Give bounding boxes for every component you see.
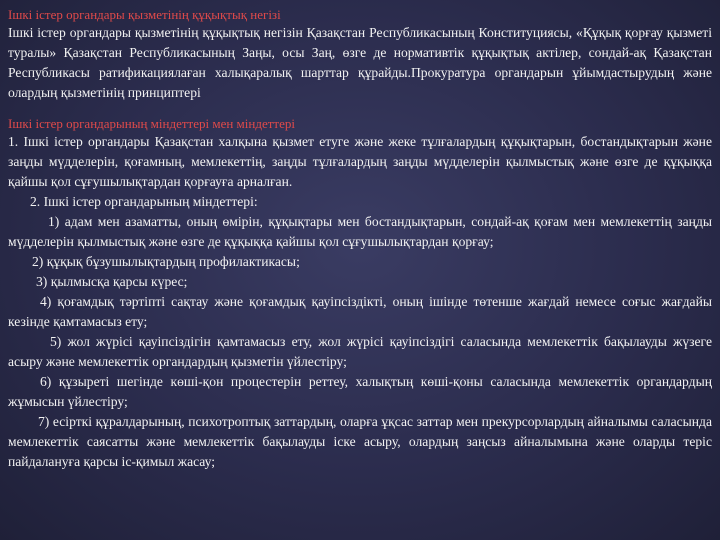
duties-paragraph-1: 1. Ішкі істер органдары Қазақстан халқына қызмет етуге және жеке тұлғалардың құқықтарын, бостандықтарын және заңды мүдделерін, қоғамның, мемлекеттің, заңды тұлғалардың заңды мүдделерін қылмыстық және өзге де құқыққа қайшы қол сұғушылықтардан қорғауға арналған.	[8, 134, 712, 189]
duty-item-7: 7) есірткі құралдарының, психотроптық заттардың, оларға ұқсас заттар мен прекурсорлардың айналымы саласында мемлекеттік саясатты және мемлекеттік бақылауды іске асыру, олардың заңсыз айналымына және оларды теріс пайдалануға қарсы іс-қимыл жасау;	[8, 414, 712, 469]
duties-paragraph-2: 2. Ішкі істер органдарының міндеттері:	[30, 194, 258, 209]
duty-item-2: 2) құқық бұзушылықтардың профилактикасы;	[32, 254, 300, 269]
section-heading-legal-basis: Ішкі істер органдары қызметінің құқықтық негізі	[8, 7, 281, 22]
duty-item-4: 4) қоғамдық тәртіпті сақтау және қоғамдық қауіпсіздікті, оның ішінде төтенше жағдай немесе соғыс жағдайы кезінде қамтамасыз ету;	[8, 294, 712, 329]
duty-item-1: 1) адам мен азаматты, оның өмірін, құқықтары мен бостандықтарын, сондай-ақ қоғам мен мемлекеттің заңды мүдделерін қылмыстық және өзге де құқыққа қайшы қол сұғушылықтардан қорғау;	[8, 214, 712, 249]
duty-item-3: 3) қылмысқа қарсы күрес;	[36, 274, 188, 289]
legal-basis-paragraph: Ішкі істер органдары қызметінің құқықтық негізін Қазақстан Республикасының Конституциясы, «Құқық қорғау қызметі туралы» Қазақстан Республикасының Заңы, осы Заң, өзге де нормативтік құқықтық актілер, сондай-ақ Қазақстан Республикасы ратификациялаған халықаралық шарттар құрайды.Прокуратура органдарын ұйымдастырудың және олардың қызметінің принциптері	[8, 25, 712, 100]
duty-item-5: 5) жол жүрісі қауіпсіздігін қамтамасыз ету, жол жүрісі қауіпсіздігі саласында мемлекеттік бақылауды жүзеге асыру және мемлекеттік органдардың қызметін үйлестіру;	[8, 334, 712, 369]
slide-content	[8, 6, 712, 472]
section-heading-duties: Ішкі істер органдарының міндеттері мен міндеттері	[8, 116, 295, 131]
duty-item-6: 6) құзыреті шегінде көші-қон процестерін реттеу, халықтың көші-қоны саласында мемлекеттік органдардың жұмысын үйлестіру;	[8, 374, 712, 409]
